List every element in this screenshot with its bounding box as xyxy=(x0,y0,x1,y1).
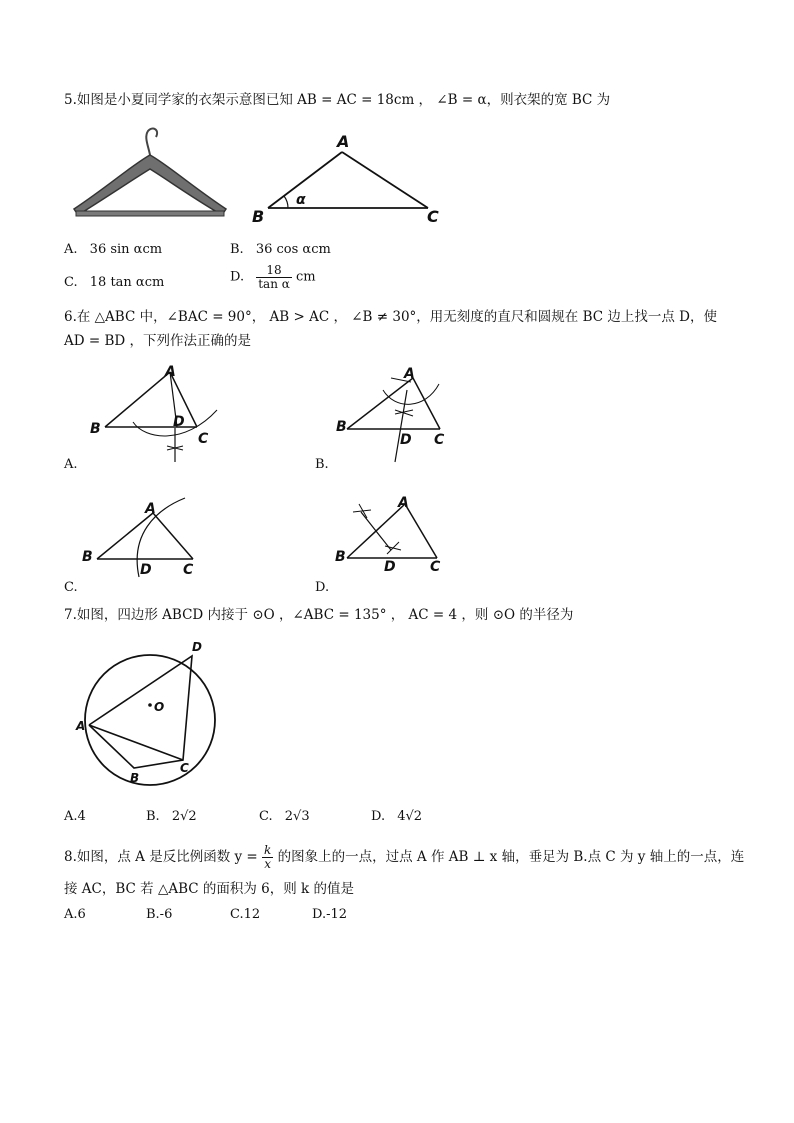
q5-option-c[interactable] xyxy=(64,274,164,292)
q6b-label-a: A xyxy=(404,366,415,382)
q7-option-b-text: 2√2 xyxy=(171,809,197,824)
q6d-label-b: B xyxy=(335,549,346,565)
q6a-label-b: B xyxy=(90,421,101,437)
q7-option-c-text: 2√3 xyxy=(284,809,310,824)
q6-option-c[interactable]: C. xyxy=(64,580,78,595)
q5-option-b-text: 36 cos αcm xyxy=(255,242,331,257)
q5-option-d[interactable] xyxy=(230,264,316,291)
q7-label-d: D xyxy=(192,640,202,654)
q6a-label-a: A xyxy=(165,364,176,380)
q7-label-o: O xyxy=(154,700,165,714)
q5-option-c-letter: C. xyxy=(64,275,78,290)
hanger-image xyxy=(70,125,230,220)
q5-label-alpha: α xyxy=(296,192,306,208)
q5-option-d-numerator: 18 xyxy=(256,264,292,278)
q8-stem-suffix: 的图象上的一点，过点 A 作 AB ⊥ x 轴，垂足为 B.点 C 为 y 轴上的一点，连 xyxy=(277,849,745,865)
q7-option-d[interactable] xyxy=(371,808,422,826)
q8-option-b[interactable]: B.-6 xyxy=(146,907,173,922)
q5-label-c: C xyxy=(427,207,439,226)
q6-option-b[interactable]: B. xyxy=(315,457,329,472)
q8-fraction xyxy=(262,844,273,871)
q7-option-a[interactable]: A.4 xyxy=(64,809,86,824)
q8-stem-line1 xyxy=(64,839,744,875)
q6c-label-d: D xyxy=(140,562,152,578)
q8-stem-line2: 接 AC，BC 若 △ABC 的面积为 6，则 k 的值是 xyxy=(64,881,355,897)
q7-option-b[interactable] xyxy=(146,808,197,826)
q5-option-b-letter: B. xyxy=(230,242,244,257)
q7-option-c-letter: C. xyxy=(259,809,273,824)
q6c-label-b: B xyxy=(82,549,93,565)
q6d-label-d: D xyxy=(384,559,396,575)
q7-stem: 7.如图，四边形 ABCD 内接于 ⊙O ，∠ABC = 135° ， AC = 4 ，则 ⊙O 的半径为 xyxy=(64,607,574,623)
q8-fraction-denominator: x xyxy=(264,857,272,871)
q6b-label-b: B xyxy=(336,419,347,435)
q6a-label-d: D xyxy=(173,414,185,430)
q7-option-d-letter: D. xyxy=(371,809,386,824)
q6-stem-line2: AD = BD ，下列作法正确的是 xyxy=(64,333,252,349)
q5-option-a-text: 36 sin αcm xyxy=(89,242,163,257)
q5-triangle-figure xyxy=(250,130,450,230)
q6d-label-c: C xyxy=(430,559,441,575)
q8-option-a[interactable]: A.6 xyxy=(64,907,86,922)
q5-label-b: B xyxy=(252,207,265,226)
q5-option-c-text: 18 tan αcm xyxy=(89,275,165,290)
q6d-label-a: A xyxy=(398,495,409,511)
q6c-label-c: C xyxy=(183,562,194,578)
q6c-label-a: A xyxy=(145,501,156,517)
q7-label-c: C xyxy=(180,761,189,775)
q5-option-d-denominator: tan α xyxy=(258,277,290,291)
q8-fraction-numerator: k xyxy=(264,843,272,857)
q8-option-d[interactable]: D.-12 xyxy=(312,907,348,922)
q6a-label-c: C xyxy=(198,431,209,447)
q5-option-d-letter: D. xyxy=(230,269,245,285)
q5-stem: 5.如图是小夏同学家的衣架示意图已知 AB = AC = 18cm ， ∠B = α，则衣架的宽 BC 为 xyxy=(64,92,611,108)
q7-option-d-text: 4√2 xyxy=(397,809,423,824)
q5-option-b[interactable] xyxy=(230,241,331,259)
q7-label-b: B xyxy=(130,771,140,785)
q6-option-a[interactable]: A. xyxy=(64,457,78,472)
q7-label-a: A xyxy=(76,719,86,733)
q6b-label-d: D xyxy=(400,432,412,448)
q6b-label-c: C xyxy=(434,432,445,448)
q7-option-c[interactable] xyxy=(259,808,310,826)
q8-stem-prefix: 8.如图，点 A 是反比例函数 y = xyxy=(64,849,258,865)
q7-option-b-letter: B. xyxy=(146,809,160,824)
q5-option-d-unit: cm xyxy=(296,269,316,285)
q8-option-c[interactable]: C.12 xyxy=(230,907,261,922)
q5-option-d-fraction xyxy=(256,264,292,291)
q6-stem-line1: 6.在 △ABC 中，∠BAC = 90°， AB > AC ， ∠B ≠ 30°，用无刻度的直尺和圆规在 BC 边上找一点 D，使 xyxy=(64,309,717,325)
q5-label-a: A xyxy=(337,132,350,151)
q6-option-d[interactable]: D. xyxy=(315,580,330,595)
q5-option-a-letter: A. xyxy=(64,242,78,257)
q5-option-a[interactable] xyxy=(64,241,162,259)
